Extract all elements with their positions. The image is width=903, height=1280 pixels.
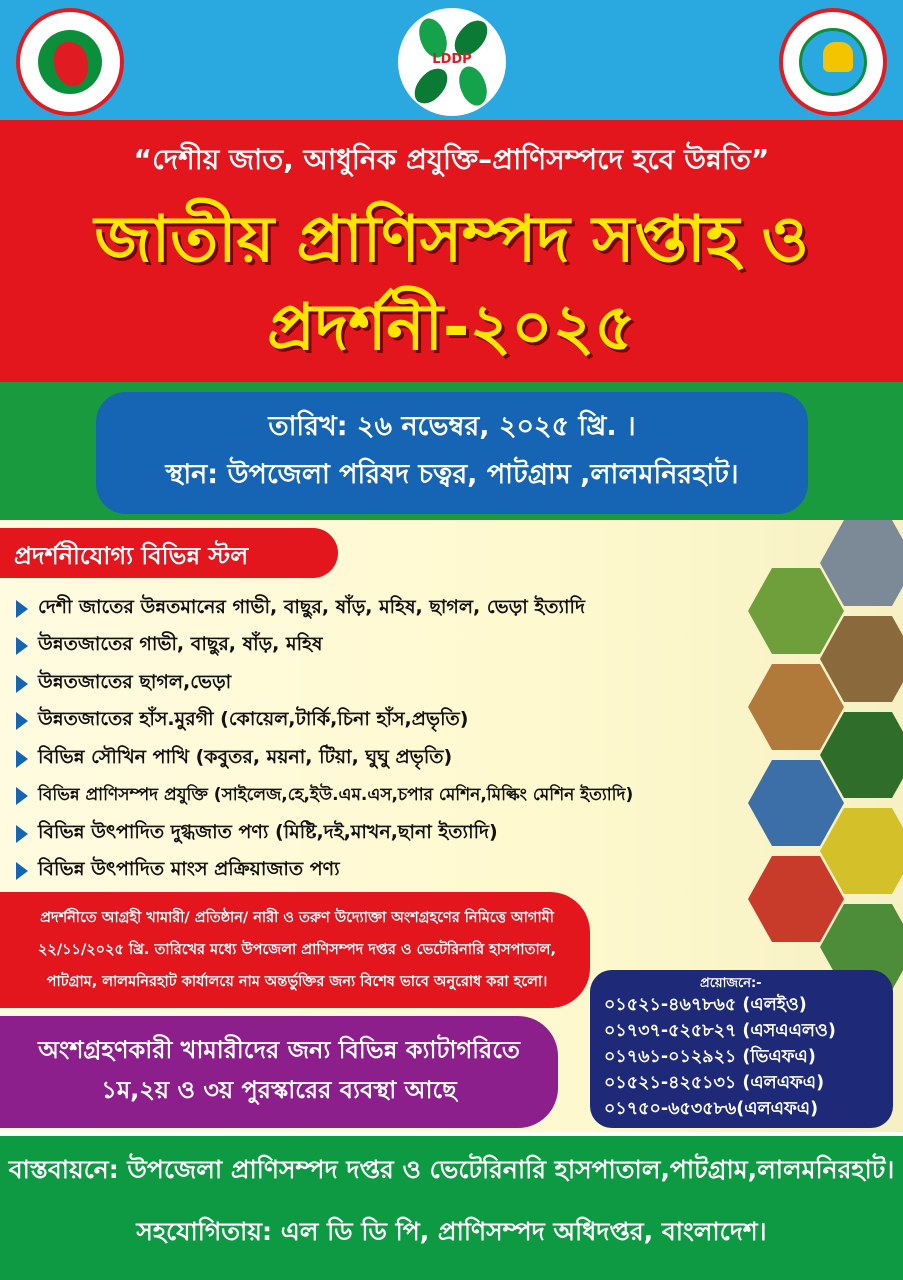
registration-notice (8, 902, 586, 998)
list-item: বিভিন্ন উৎপাদিত দুগ্ধজাত পণ্য (মিষ্টি,দই,মাখন,ছানা ইত্যাদি) (16, 815, 633, 853)
notice-line-1: প্রদর্শনীতে আগ্রহী খামারী/ প্রতিষ্ঠান/ নারী ও তরুণ উদ্যোক্তা অংশগ্রহণের নিমিত্তে আগামী (40, 910, 554, 926)
list-item: বিভিন্ন উৎপাদিত মাংস প্রক্রিয়াজাত পণ্য (16, 853, 633, 891)
page-title (0, 196, 903, 372)
list-item: দেশী জাতের উন্নতমানের গাভী, বাছুর, ষাঁড়, মহিষ, ছাগল, ভেড়া ইত্যাদি (16, 590, 633, 628)
bullet-arrow-icon (16, 787, 28, 805)
animal-photo-collage (730, 520, 903, 1000)
stall-list (16, 590, 633, 890)
stalls-heading: প্রদর্শনীযোগ্য বিভিন্ন স্টল (14, 542, 249, 570)
list-item: উন্নতজাতের গাভী, বাছুর, ষাঁড়, মহিষ (16, 628, 633, 666)
award-line-2: ১ম,২য় ও ৩য় পুরস্কারের ব্যবস্থা আছে (101, 1076, 457, 1104)
implementation-credit: বাস্তবায়নে: উপজেলা প্রাণিসম্পদ দপ্তর ও ভেটেরিনারি হাসপাতাল,পাটগ্রাম,লালমনিরহাট। (8, 1155, 895, 1184)
bullet-arrow-icon (16, 637, 28, 655)
macaw-photo (748, 856, 844, 942)
notice-line-3: পাটগ্রাম, লালমনিরহাট কার্যালয়ে নাম অন্তর্ভুক্তির জন্য বিশেষ ভাবে অনুরোধ করা হলো। (46, 974, 548, 990)
contact-line: ০১৫২১-৪২৫১৩১ (এলএফএ) (604, 1073, 825, 1093)
contact-line: ০১৫২১-৪৬৭৮৬৫ (এলইও) (604, 995, 807, 1015)
list-item: উন্নতজাতের ছাগল,ভেড়া (16, 665, 633, 703)
title-line-2: প্রদর্শনী-২০২৫ (267, 291, 636, 365)
bullet-arrow-icon (16, 750, 28, 768)
pigeon-photo (748, 760, 844, 846)
cooperation-credit: সহযোগিতায়: এল ডি ডি পি, প্রাণিসম্পদ অধিদপ্তর, বাংলাদেশ। (136, 1217, 767, 1246)
notice-line-2: ২২/১১/২০২৫ খ্রি. তারিখের মধ্যে উপজেলা প্রাণিসম্পদ দপ্তর ও ভেটেরিনারি হাসপাতাল, (37, 942, 556, 958)
list-item: উন্নতজাতের হাঁস.মুরগী (কোয়েল,টার্কি,চিনা হাঁস,প্রভৃতি) (16, 703, 633, 741)
bullet-arrow-icon (16, 712, 28, 730)
list-item: বিভিন্ন প্রাণিসম্পদ প্রযুক্তি (সাইলেজ,হে,ইউ.এম.এস,চপার মেশিন,মিল্কিং মেশিন ইত্যাদি) (16, 778, 633, 816)
hen-photo (748, 664, 844, 750)
event-date: তারিখ: ২৬ নভেম্বর, ২০২৫ খ্রি. । (268, 411, 636, 442)
list-item: বিভিন্ন সৌখিন পাখি (কবুতর, ময়না, টিয়া, ঘুঘু প্রভৃতি) (16, 740, 633, 778)
bullet-arrow-icon (16, 862, 28, 880)
deer-icon (823, 42, 853, 72)
title-line-1: জাতীয় প্রাণিসম্পদ সপ্তাহ ও (94, 203, 809, 277)
contact-line: ০১৭৩৭-৫২৫৮২৭ (এসএএলও) (604, 1021, 836, 1041)
bullet-arrow-icon (16, 600, 28, 618)
lddp-logo (398, 8, 506, 116)
contact-line: ০১৭৫০-৬৫৩৫৮৬(এলএফএ) (604, 1099, 819, 1119)
contact-line: ০১৭৬১-০১২৯২১ (ভিএফএ) (604, 1047, 816, 1067)
event-venue: স্থান: উপজেলা পরিষদ চত্বর, পাটগ্রাম ,লালমনিরহাট। (165, 459, 739, 490)
lddp-logo-label: LDDP (432, 52, 472, 67)
award-text (0, 1030, 558, 1110)
slogan: “দেশীয় জাত, আধুনিক প্রযুক্তি–প্রাণিসম্পদে হবে উন্নতি” (133, 143, 770, 176)
bullet-arrow-icon (16, 675, 28, 693)
poultry-photo (748, 568, 844, 654)
livestock-department-logo (779, 8, 887, 116)
award-line-1: অংশগ্রহণকারী খামারীদের জন্য বিভিন্ন ক্যাটাগরিতে (38, 1036, 520, 1064)
government-seal-logo (16, 8, 124, 116)
contact-title: প্রয়োজনে:- (700, 976, 762, 991)
bullet-arrow-icon (16, 825, 28, 843)
contact-list (604, 992, 836, 1122)
